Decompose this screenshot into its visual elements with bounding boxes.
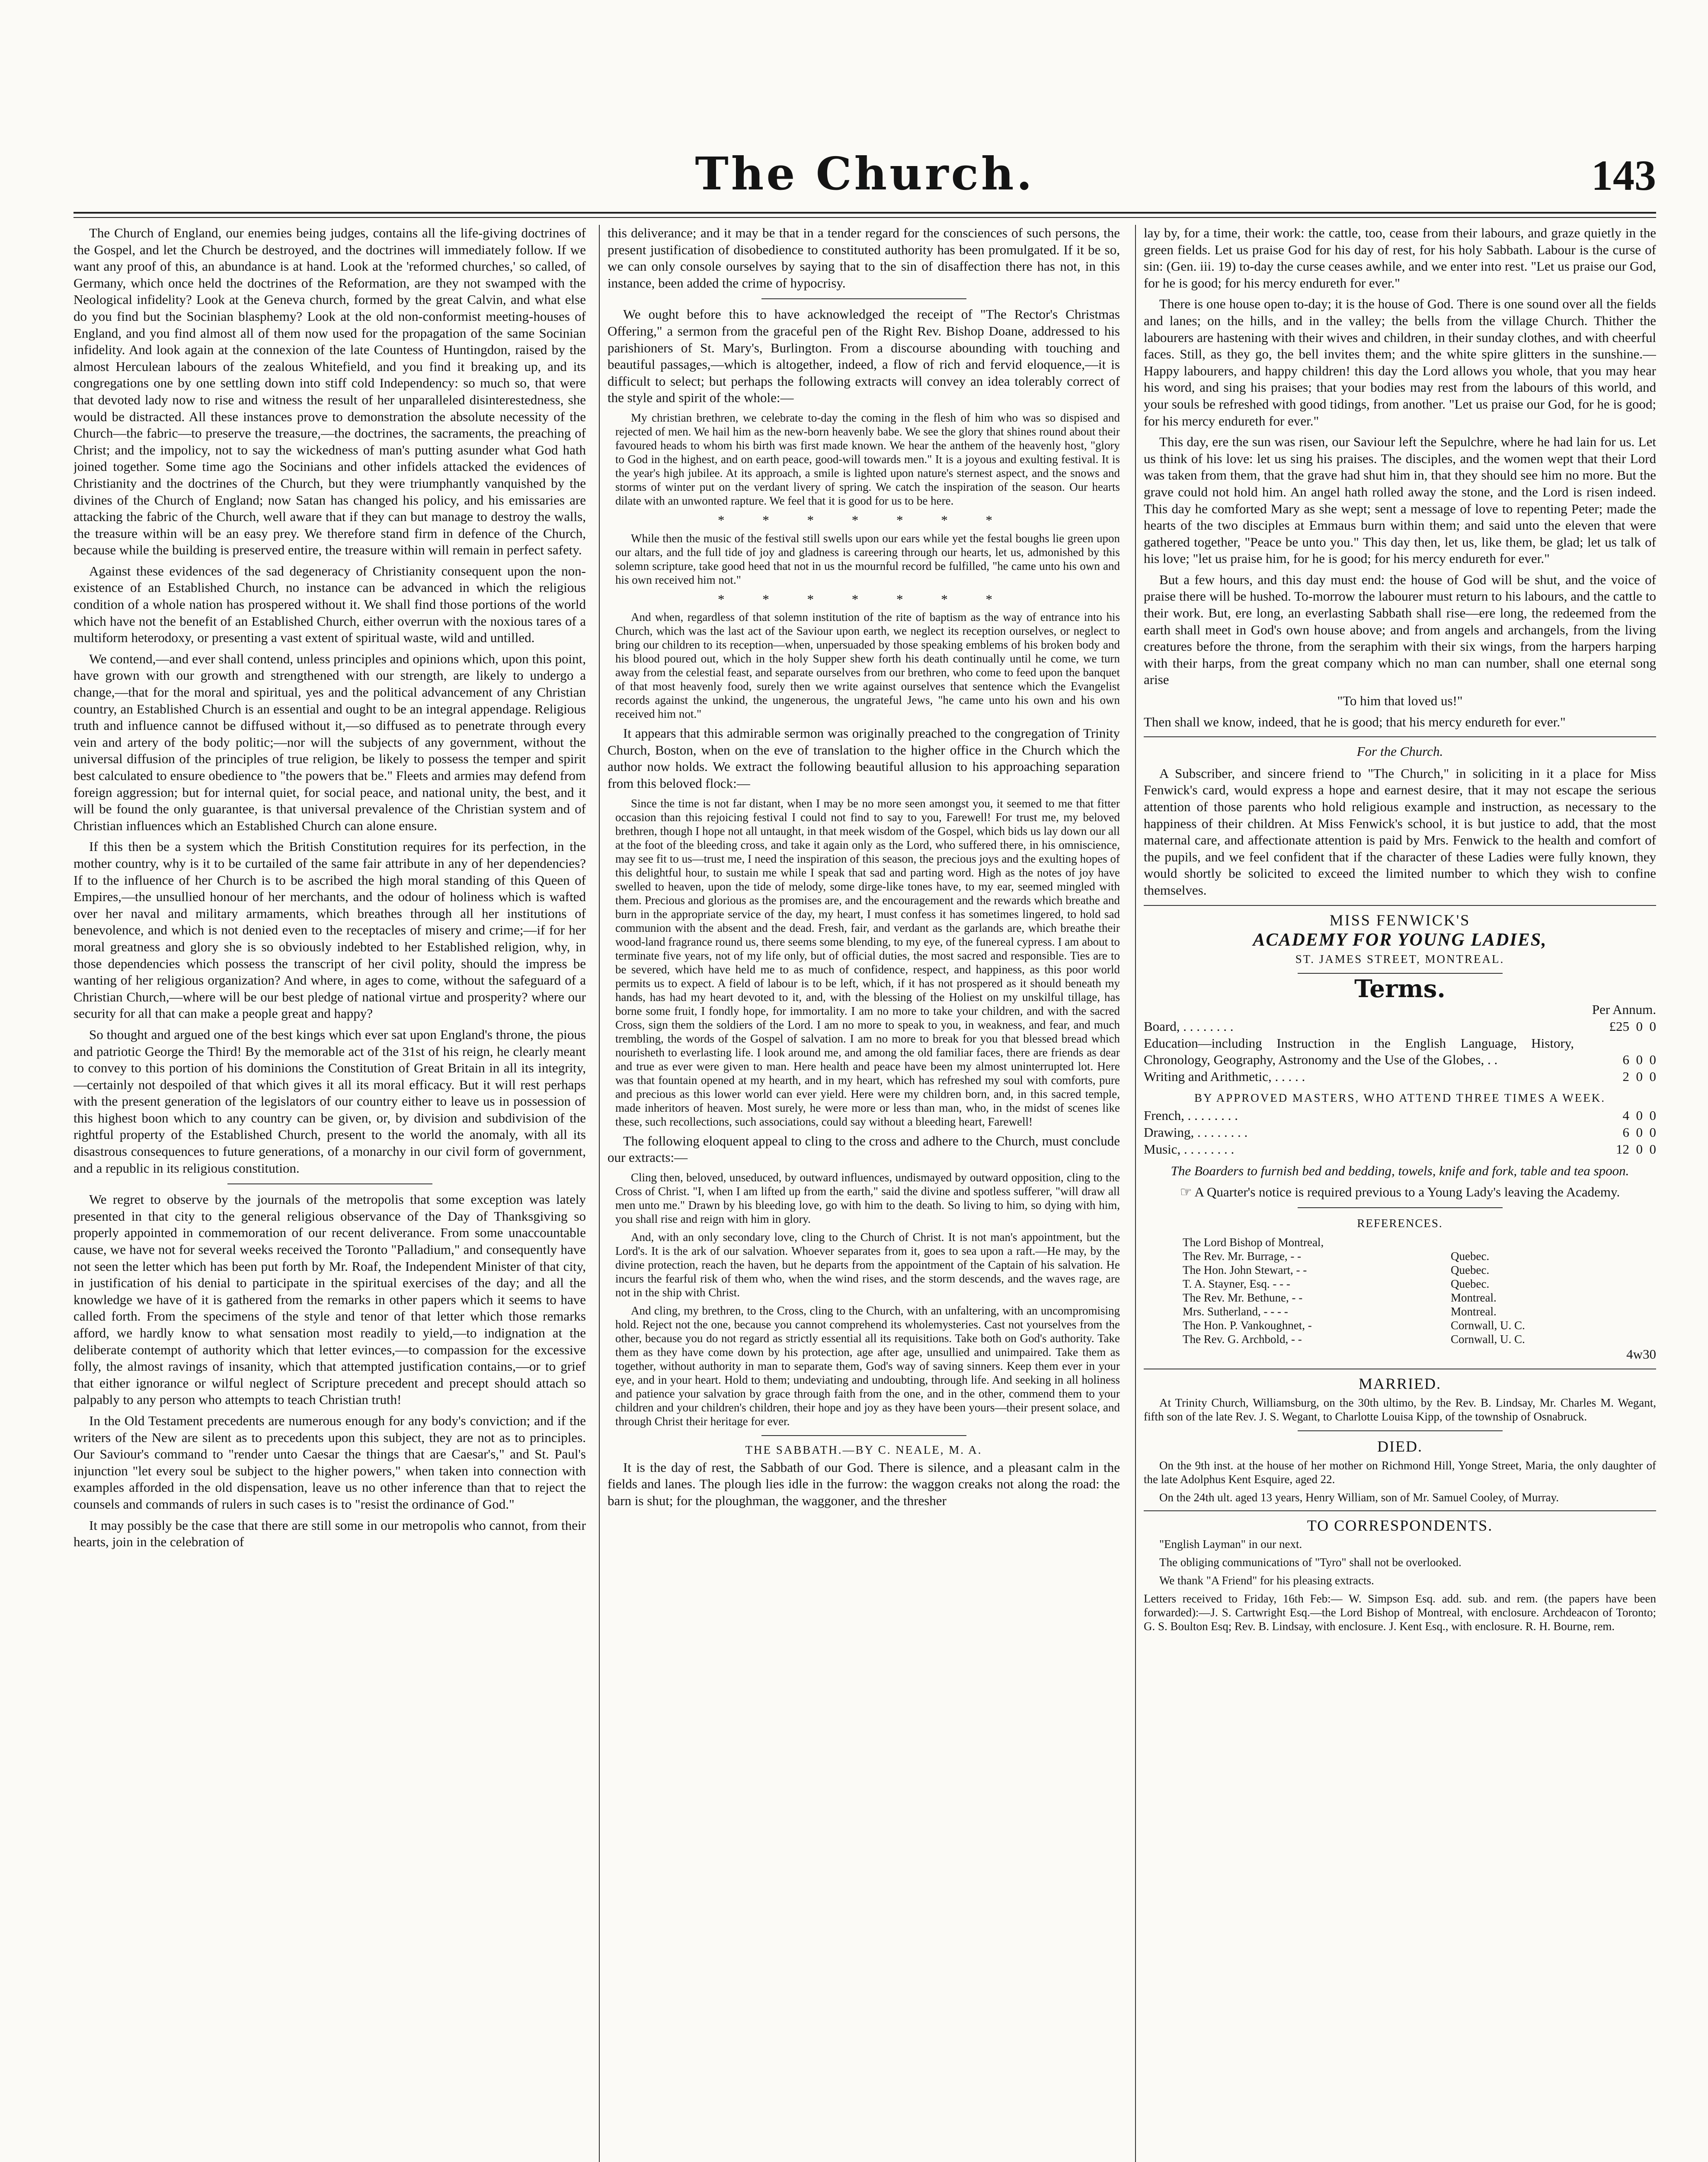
fee-row xyxy=(1144,1141,1656,1158)
editorial-paragraph: It appears that this admirable sermon was originally preached to the congregation of Trinity Church, Boston, when on the eve of translation to the higher office in the Church which the author now holds. We extract the following beautiful allusion to his approaching separation from this beloved flock:— xyxy=(608,726,1120,791)
masthead-rule-thin xyxy=(74,217,1656,218)
editorial-paragraph: We regret to observe by the journals of the metropolis that some exception was lately presented in that city to the general religious observance of the Day of Thanksgiving so properly appointed in commemoration of our recent deliverance. From some unaccountable cause, we have not for several weeks received the Toronto "Palladium," and consequently have not seen the letter which has been put forth by Mr. Roaf, the Independent Minister of that city, in justification of his denial to participate in the spiritual exercises of the day; and all the knowledge we have of it is gathered from the remarks in other papers which it seems to have called forth. From the specimens of the style and tenor of that letter which those remarks afford, we hardly know to what sensation most readily to yield,—to indignation at the deliberate contempt of authority which that letter evinces,—to compassion for the excessive folly, the almost ravings of insanity, which that attempted justification contains,—or to grief that either ignorance or wilful neglect of Scripture precedent and precept should attach so palpably to any person who attempts to teach Christian truth! xyxy=(74,1192,586,1407)
reference-place: Montreal. xyxy=(1451,1305,1497,1318)
article-paragraph: But a few hours, and this day must end: the house of God will be shut, and the voice of praise there will be hushed. To-morrow the labourer must return to his labours, and the cattle to their work. But, ere long, an everlasting Sabbath shall rise—ere long, the redeemed from the earth shall meet in God's own house above; and from angels and archangels, from the living creatures before the throne, from the seraphim with their six wings, from the harpers harping with their harps, from the great company which no man can number, shall one eternal song arise xyxy=(1144,572,1656,688)
correspondents-notice: "English Layman" in our next. xyxy=(1159,1538,1302,1551)
column-divider xyxy=(599,225,600,2162)
reference-row xyxy=(1144,1305,1656,1318)
references-heading: REFERENCES. xyxy=(1357,1217,1443,1230)
newspaper-title: The Church. xyxy=(695,147,1035,200)
per-annum-label: Per Annum. xyxy=(1592,1002,1656,1017)
sermon-extract: My christian brethren, we celebrate to-day the coming in the flesh of him who was so dispised and rejected of men. We hail him as the new-born heavenly babe. We see the glory that shines round about their favoured heads to whom his birth was first made known. We hear the anthem of the heavenly host, "glory to God in the highest, and on earth peace, good-will towards men." It is a joyous and exulting festival. It is the year's high jubilee. At its approach, a smile is lighted upon nature's sternest aspect, and the snows and storms of winter put on the verdant livery of spring. We catch the inspiration of the season. Our hearts dilate with an unwonted rapture. We feel that it is good for us to be here. xyxy=(615,411,1120,507)
died-notice: On the 24th ult. aged 13 years, Henry William, son of Mr. Samuel Cooley, of Murray. xyxy=(1159,1490,1559,1504)
section-divider xyxy=(761,1435,966,1436)
masters-heading: BY APPROVED MASTERS, WHO ATTEND THREE TIMES A WEEK. xyxy=(1194,1091,1606,1105)
fee-amount: £25 0 0 xyxy=(1609,1018,1656,1034)
editorial-paragraph: We ought before this to have acknowledged the receipt of "The Rector's Christmas Offering," a sermon from the graceful pen of the Right Rev. Bishop Doane, addressed to his parishioners of St. Mary's, Burlington. From a discourse abounding with touching and beautiful passages,—which is altogether, indeed, a flow of rich and fervid eloquence,—it is difficult to select; but perhaps the following extracts will convey an idea tolerably correct of the style and spirit of the whole:— xyxy=(608,307,1120,406)
fee-amount: 6 0 0 xyxy=(1622,1124,1656,1140)
editorial-paragraph: We contend,—and ever shall contend, unless principles and opinions which, upon this point, have grown with our growth and strengthened with our strength, are likely to undergo a change,—that for the moral and spiritual, yes and the political advancement of any Christian country, an Established Church is an essential and ought to be an integral appendage. Religious truth and influence cannot be diffused without it,—so diffused as to penetrate through every vein and artery of the body politic;—nor will the subjects of any government, without the universal diffusion of the principles of true religion, be likely to possess the temper and spirit best calculated to ensure obedience to "the powers that be." Fleets and armies may defend from foreign aggression; but for internal quiet, for social peace, and national unity, the best, and it will be found the only guarantee, is that universal prevalence of the Christian system and of Christian influences which an Established Church can alone ensure. xyxy=(74,651,586,833)
section-divider xyxy=(1144,736,1656,737)
fee-amount: 2 0 0 xyxy=(1622,1068,1656,1084)
section-divider xyxy=(1144,1510,1656,1511)
reference-row xyxy=(1144,1332,1656,1346)
ad-academy: ACADEMY FOR YOUNG LADIES, xyxy=(1253,930,1547,950)
reference-name: The Rev. G. Archbold, - - xyxy=(1183,1332,1302,1346)
fee-amount: 12 0 0 xyxy=(1616,1141,1656,1157)
reference-name: The Hon. P. Vankoughnet, - xyxy=(1183,1318,1312,1332)
fee-row xyxy=(1144,1018,1656,1035)
correspondents-notice: We thank "A Friend" for his pleasing extracts. xyxy=(1159,1574,1374,1587)
married-notice: At Trinity Church, Williamsburg, on the 30th ultimo, by the Rev. B. Lindsay, Mr. Charles M. Wegant, fifth son of the late Rev. J. S. Wegant, to Charlotte Louisa Kipp, of the township of Osnabruck. xyxy=(1144,1396,1656,1423)
section-divider xyxy=(1298,1430,1503,1431)
reference-name: The Hon. John Stewart, - - xyxy=(1183,1263,1307,1276)
ad-address: ST. JAMES STREET, MONTREAL. xyxy=(1295,952,1505,966)
column-divider xyxy=(1135,225,1136,2162)
editorial-paragraph: this deliverance; and it may be that in a tender regard for the consciences of such persons, the present justification of disobedience to constituted authority has been promulgated. If it be so, we can only console ourselves by saying that to the sin of disaffection there has not, in this instance, been added the crime of hypocrisy. xyxy=(608,225,1120,291)
section-divider xyxy=(1298,1207,1503,1208)
reference-row xyxy=(1144,1318,1656,1332)
fee-label: Writing and Arithmetic, . . . . . xyxy=(1144,1068,1305,1084)
reference-place: Cornwall, U. C. xyxy=(1451,1318,1525,1332)
ad-signoff: 4w30 xyxy=(1626,1346,1656,1362)
sermon-extract: And, with an only secondary love, cling to the Church of Christ. It is not man's appointment, but the Lord's. It is the ark of our salvation. Whoever separates from it, goes to sea upon a raft.—He may, by the divine protection, reach the haven, but he departs from the appointment of the Captain of his salvation. He incurs the fearful risk of them who, when the wind rises, and the storm descends, and the waves rage, are not in the ship with Christ. xyxy=(615,1230,1120,1299)
reference-place: Quebec. xyxy=(1451,1277,1490,1290)
sermon-extract: And when, regardless of that solemn institution of the rite of baptism as the way of entrance into his Church, which was the last act of the Saviour upon earth, we neglect its reception ourselves, or neglect to bring our children to its reception—when, unpersuaded by those speaking emblems of his broken body and his blood poured out, which in the holy Supper shew forth his death continually until he come, we turn away from the celestial feast, and separate ourselves from our brethren, who come to feed upon the banquet of that most heavenly food, surely then we write against ourselves that sentence which the Evangelist records against the unkind, the ungenerous, the ungrateful Jews, "he came unto his own and his own received him not." xyxy=(615,611,1120,721)
reference-name: T. A. Stayner, Esq. - - - xyxy=(1183,1277,1290,1290)
reference-place: Quebec. xyxy=(1451,1263,1490,1276)
asterism: * * * * * * * xyxy=(718,591,1010,607)
fee-label: Board, . . . . . . . . xyxy=(1144,1018,1234,1034)
editorial-paragraph: So thought and argued one of the best kings which ever sat upon England's throne, the pious and patriotic George the Third! By the memorable act of the 31st of his reign, he clearly meant to convey to this portion of his dominions the Constitution of Great Britain in all its integrity,—certainly not despoiled of that which gives it all its moral efficacy. But it will rest perhaps with the present generation of the legislators of our country either to leave us in possession of this highest boon which to any country can be given, or, by division and subdivision of the rightful property of the Established Church, present to the world the anomaly, with all its disastrous consequences to future generations, of a monarchy in our civil form of government, and a republic in its religious constitution. xyxy=(74,1027,586,1176)
editorial-paragraph: The following eloquent appeal to cling to the cross and adhere to the Church, must conclude our extracts:— xyxy=(608,1133,1120,1165)
reference-row xyxy=(1144,1263,1656,1277)
died-notice: On the 9th inst. at the house of her mother on Richmond Hill, Yonge Street, Maria, the only daughter of the late Adolphus Kent Esquire, aged 22. xyxy=(1144,1458,1656,1486)
fee-label: Education—including Instruction in the English Language, History, Chronology, Geography, Astronomy and the Use of the Globes, . . xyxy=(1144,1035,1574,1068)
masthead xyxy=(74,143,1656,208)
page-number: 143 xyxy=(1591,151,1656,199)
section-heading: For the Church. xyxy=(1356,744,1443,759)
article-quote: "To him that loved us!" xyxy=(1337,693,1463,709)
fee-label: Drawing, . . . . . . . . xyxy=(1144,1124,1248,1140)
quarter-notice: ☞ A Quarter's notice is required previous to a Young Lady's leaving the Academy. xyxy=(1180,1184,1620,1199)
reference-row xyxy=(1144,1277,1656,1291)
reference-row xyxy=(1144,1249,1656,1263)
reference-row xyxy=(1144,1291,1656,1305)
editorial-paragraph: It may possibly be the case that there are still some in our metropolis who cannot, from their hearts, join in the celebration of xyxy=(74,1517,586,1550)
reference-place xyxy=(1451,1235,1656,1249)
section-divider xyxy=(1144,905,1656,906)
fee-label: Music, . . . . . . . . xyxy=(1144,1141,1235,1157)
asterism: * * * * * * * xyxy=(718,512,1010,528)
fee-row xyxy=(1144,1107,1656,1124)
reference-place: Quebec. xyxy=(1451,1249,1490,1263)
sermon-extract: And cling, my brethren, to the Cross, cling to the Church, with an unfaltering, with an uncompromising hold. Reject not the one, because you cannot comprehend its wholemysteries. Cast not yourselves from the other, because you do not regard as strictly essential all its requisitions. Take both on God's authority. Take them as they have come down by his protection, age after age, unsullied and unimpaired. Take them as together, without authority in man to separate them, God's way of saving sinners. Keep them ever in your eye, and in your heart. Hold to them; undeviating and undoubting, through life. And seeking in all holiness and patience your salvation by grace through faith from the one, and in the other, commend them to your children and your children's children, their hope and joy as they have been yours—their present solace, and through Christ their heritage for ever. xyxy=(615,1304,1120,1428)
reference-name: Mrs. Sutherland, - - - - xyxy=(1183,1305,1288,1318)
fee-amount: 4 0 0 xyxy=(1622,1108,1656,1123)
column-three xyxy=(1144,225,1656,2162)
boarders-note: The Boarders to furnish bed and bedding, towels, knife and fork, table and tea spoon. xyxy=(1171,1163,1629,1179)
article-paragraph: There is one house open to-day; it is the house of God. There is one sound over all the fields and lanes; on the hills, and in the valley; the bells from the village Church. Thither the labourers are hastening with their wives and children, in their sunday clothes, and with cheerful faces. Still, as they go, the bell invites them; and the white spire glitters in the sunshine.—Happy labourers, and happy children! this day the Lord allows you whole, that you may hear his word, and sing his praises; that your bodies may rest from the labours of this world, and your souls be refreshed with good tidings, from another. "Let us praise our God, for he is good; for his mercy endureth for ever." xyxy=(1144,296,1656,429)
reference-place: Montreal. xyxy=(1451,1291,1497,1304)
section-divider xyxy=(227,1183,432,1184)
died-heading: DIED. xyxy=(1377,1438,1423,1455)
column-one xyxy=(74,225,586,2162)
ad-name: MISS FENWICK'S xyxy=(1329,911,1471,929)
letters-received: Letters received to Friday, 16th Feb:— W. Simpson Esq. add. sub. and rem. (the papers have been forwarded):—J. S. Cartwright Esq.—the Lord Bishop of Montreal, with enclosure. Archdeacon of Toronto; G. S. Boulton Esq; Rev. B. Lindsay, with enclosure. J. Kent Esq., with enclosure. R. H. Bourne, rem. xyxy=(1144,1592,1656,1633)
sermon-extract: Since the time is not far distant, when I may be no more seen amongst you, it seemed to me that fitter occasion than this rejoicing festival I could not find to say to you, Farewell! For trust me, my beloved brethren, though I hope not all untaught, in that meek wisdom of the Gospel, which bids us lay down our all at the foot of the bleeding cross, and take it again only as the Lord, who suffered there, in his omniscience, may see fit to us—trust me, I need the inspiration of this season, the precious joys and the exulting hopes of this delightful hour, to sustain me while I speak that sad and parting word. High as the notes of joy have swelled to heaven, upon the tide of melody, some dirge-like tones have, to my ear, seemed mingled with them. Precious and glorious as the promises are, and the encouragement and the rewards which breathe and burn in the appropriate service of the day, my heart, I must confess it has sometimes lingered, to hold sad communion with the absent and the dead. Fresh, fair, and verdant as the garlands are, which breathe their wood-land fragrance round us, there seems some blending, to my eye, of the funereal cypress. I am about to terminate five years, not of my life only, but of official duties, the most sacred and responsible. Ties are to be severed, which have held me to as much of confidence, respect, and happiness, as this poor world permits us to expect. A field of labour is to be left, which, if it has not prospered as it should beneath my hands, has had my heart devoted to it, and, with the blessing of the Holiest on my unskilful tillage, has borne some fruit, I fondly hope, for immortality. I am no more to take your children, and with the sacred Cross, sign them the soldiers of the Lord. I am no more to speak to you, in weakness, and fear, and much trembling, the words of the Gospel of salvation. I am no more to break for you that blessed bread which nourisheth to everlasting life. I look around me, and among the old familiar faces, there are friends as dear and true as ever were given to man. Here health and peace have been my almost uninterrupted lot. Here was that fountain opened at my hearth, and in my heart, which has refreshed my soul with comforts, pure and precious as this lower world can ever yield. Here were my children born, and, in this sacred temple, made inheritors of heaven. Most surely, he were more or less than man, who, in the midst of scenes like these, such recollections, such associations, could say without a bleeding heart, Farewell! xyxy=(615,796,1120,1128)
fee-row xyxy=(1144,1035,1656,1068)
article-paragraph: This day, ere the sun was risen, our Saviour left the Sepulchre, where he had lain for us. Let us think of his love: let us sing his praises. The disciples, and the women wept that their Lord was taken from them, that the grave had shut him in, that they should see him no more. But the grave could not hold him. An angel hath rolled away the stone, and the Lord is risen indeed. This day he comforted Mary as she wept; sent a message of love to repenting Peter; made the hearts of the two disciples at Emmaus burn within them; and said unto the eleven that were gathered together, "Peace be unto you." This day then, let us, like them, be glad; let us talk of his love; "let us praise him, for he is good; for his mercy endureth for ever." xyxy=(1144,434,1656,566)
column-two xyxy=(608,225,1120,2162)
sermon-extract: Cling then, beloved, unseduced, by outward influences, undismayed by outward opposition, cling to the Cross of Christ. "I, when I am lifted up from the earth," said the divine and spotless sufferer, "will draw all men unto me." Drawn by his bleeding love, go with him to the death. So living to him, so dying with him, you shall rise and reign with him in glory. xyxy=(615,1171,1120,1225)
editorial-paragraph: In the Old Testament precedents are numerous enough for any body's conviction; and if the writers of the New are silent as to precedents upon this subject, they are not as to principles. Our Saviour's command to "render unto Caesar the things that are Caesar's," and St. Paul's injunction "let every soul be subject to the higher powers," when taken into connection with examples afforded in the old dispensation, leave us no other inference than that to reject the counsels and commands of rulers in such cases is to "resist the ordinance of God." xyxy=(74,1413,586,1512)
letter-paragraph: A Subscriber, and sincere friend to "The Church," in soliciting in it a place for Miss Fenwick's card, would express a hope and earnest desire, that it may not escape the serious attention of those parents who hold religious example and instruction, as necessary to the happiness of their children. At Miss Fenwick's school, it is but justice to add, that the most maternal care, and affectionate attention is paid by Mrs. Fenwick to the health and comfort of the pupils, and we feel confident that if the character of these Ladies were fully known, they would shortly be solicited to exceed the limited number to which they wish to confine themselves. xyxy=(1144,765,1656,898)
fee-amount: 6 0 0 xyxy=(1622,1052,1656,1068)
editorial-paragraph: If this then be a system which the British Constitution requires for its perfection, in the mother country, why is it to be curtailed of the same fair attribute in any of her dependencies? If to the influence of her Church is to be ascribed the high moral standing of this Queen of Empires,—the unsullied honour of her merchants, and the odour of holiness which is wafted over her naval and military armaments, which breathes through all her institutions of benevolence, and which is not denied even to the receptacles of misery and crime;—if for her moral greatness and glory she is so obviously indebted to her Established religion, why, in those dependencies which possess the transcript of her civil polity, should the impress be wanting of her religious organization? And where, in ages to come, without the safeguard of a Christian Church,—where will be our best pledge of national virtue and prosperity? where our security for all that can make a people great and happy? xyxy=(74,839,586,1021)
reference-name: The Rev. Mr. Bethune, - - xyxy=(1183,1291,1303,1304)
editorial-paragraph: Against these evidences of the sad degeneracy of Christianity consequent upon the non-existence of an Established Church, no instance can be advanced in which the religious condition of a whole nation has prospered without it. We shall find those portions of the world which have not the benefit of an Established Church, either overrun with the noxious tares of a multiform heterodoxy, or presenting a vast extent of spiritual waste, wild and untilled. xyxy=(74,563,586,646)
article-paragraph: lay by, for a time, their work: the cattle, too, cease from their labours, and graze quietly in the green fields. Let us praise God for his day of rest, for his holy Sabbath. Labour is the curse of sin: (Gen. iii. 19) to-day the curse ceases awhile, and we enter into rest. "Let us praise our God, for he is good; for his mercy endureth for ever." xyxy=(1144,225,1656,291)
fee-row xyxy=(1144,1124,1656,1141)
section-divider xyxy=(1298,973,1503,974)
ad-terms-heading: Terms. xyxy=(1354,974,1446,1003)
sermon-extract: While then the music of the festival still swells upon our ears while yet the festal boughs lie green upon our altars, and the full tide of joy and gladness is careering through our hearts, let us, admonished by this solemn scripture, take good heed that not in us the mournful record be fulfilled, "he came unto his own and his own received him not." xyxy=(615,531,1120,586)
masthead-rule xyxy=(74,212,1656,214)
fee-row xyxy=(1144,1068,1656,1085)
section-divider xyxy=(761,298,966,299)
reference-name: The Lord Bishop of Montreal, xyxy=(1183,1235,1324,1249)
reference-name: The Rev. Mr. Burrage, - - xyxy=(1183,1249,1302,1263)
married-heading: MARRIED. xyxy=(1358,1375,1441,1393)
correspondents-heading: TO CORRESPONDENTS. xyxy=(1307,1516,1493,1534)
reference-row xyxy=(1144,1235,1656,1249)
fee-label: French, . . . . . . . . xyxy=(1144,1108,1238,1123)
correspondents-notice: The obliging communications of "Tyro" shall not be overlooked. xyxy=(1159,1556,1462,1569)
editorial-paragraph: The Church of England, our enemies being judges, contains all the life-giving doctrines of the Gospel, and let the Church be destroyed, and the doctrines will immediately follow. If we want any proof of this, an abundance is at hand. Look at the 'reformed churches,' so called, of Germany, which once held the doctrines of the Reformation, are they not swamped with the Neological infidelity? Look at the Geneva church, formed by the great Calvin, and what else do you find but the Socinian blasphemy? Look at the old non-conformist meeting-houses of England, and you find almost all of them now used for the propagation of the same Socinian infidelity. And look again at the connexion of the late Countess of Huntingdon, raised by the almost Herculean labours of the zealous Whitefield, and you find it breaking up, and its congregations one by one settling down into stiff cold Independency: so much so, that were that devoted lady now to rise and witness the result of her unparalleled disinterestedness, she would be distracted. All these instances prove to demonstration the absolute necessity of the Church—the fabric—to preserve the treasure,—the doctrines, the sacraments, the preaching of Christ; and the impolicy, not to say the wickedness of man's putting asunder what God hath joined together. Some time ago the Socinians and other infidels attacked the evidences of Christianity and the doctrines of the Church, but they were triumphantly vanquished by the divines of the Church of England; now Satan has changed his policy, and his emissaries are attacking the fabric of the Church, well aware that if they can but manage to destroy the walls, the treasure within will be an easy prey. We therefore stand firm in defence of the Church, because while the building is preserved entire, the treasure within will remain in perfect safety. xyxy=(74,225,586,558)
article-paragraph: It is the day of rest, the Sabbath of our God. There is silence, and a pleasant calm in the fields and lanes. The plough lies idle in the furrow: the waggon creaks not along the road: the barn is shut; for the ploughman, the waggoner, and the thresher xyxy=(608,1459,1120,1508)
article-title: THE SABBATH.—BY C. NEALE, M. A. xyxy=(745,1443,982,1456)
reference-place: Cornwall, U. C. xyxy=(1451,1332,1525,1346)
article-paragraph: Then shall we know, indeed, that he is good; that his mercy endureth for ever." xyxy=(1144,714,1566,729)
